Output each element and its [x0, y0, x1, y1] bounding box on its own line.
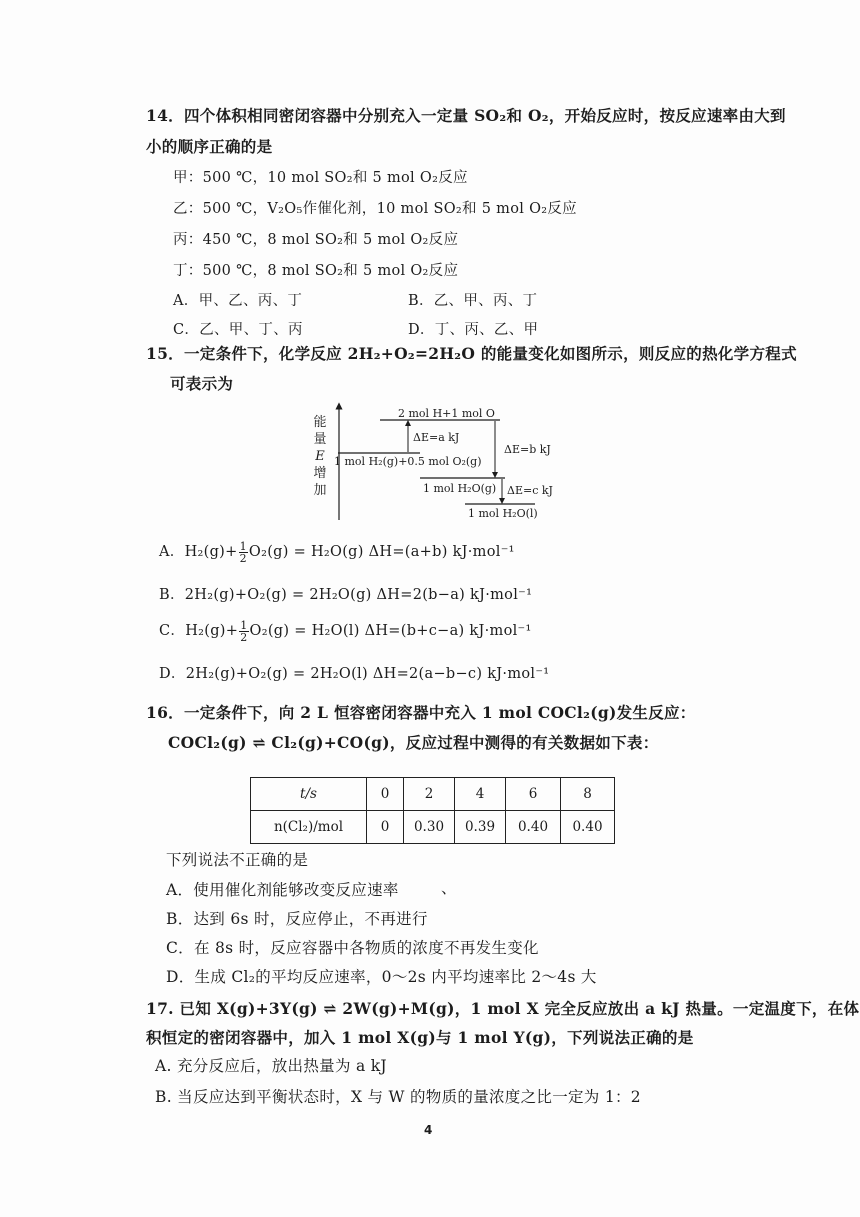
table-cell: 0.39 — [455, 811, 506, 844]
y-axis-char: E — [315, 449, 325, 464]
table-cell: 0.40 — [561, 811, 615, 844]
q17-stem-line1: 17. 已知 X(g)+3Y(g) ⇌ 2W(g)+M(g)，1 mol X 完全反应放出 a kJ 热量。一定温度下，在体 — [146, 999, 860, 1018]
q17-option-a: A. 充分反应后，放出热量为 a kJ — [155, 1057, 387, 1075]
q15-option-a-suffix: O₂(g) = H₂O(g) ΔH=(a+b) kJ·mol⁻¹ — [248, 544, 515, 560]
fraction-one-half — [239, 620, 248, 643]
table-row — [251, 811, 615, 844]
table-cell: 0 — [367, 778, 404, 811]
q14-stem-line2: 小的顺序正确的是 — [146, 137, 273, 156]
q15-option-b: B．2H₂(g)+O₂(g) = 2H₂O(g) ΔH=2(b−a) kJ·mol⁻¹ — [159, 587, 533, 603]
table-header-cell: t/s — [251, 778, 367, 811]
q16-option-d: D．生成 Cl₂的平均反应速率，0～2s 内平均速率比 2～4s 大 — [166, 968, 597, 986]
table-row — [251, 778, 615, 811]
table-cell: 4 — [455, 778, 506, 811]
energy-diagram — [310, 400, 560, 528]
q17-stem-line2: 积恒定的密闭容器中，加入 1 mol X(g)与 1 mol Y(g)，下列说法正确的是 — [146, 1028, 694, 1047]
delta-c-label: ΔE=c kJ — [507, 484, 553, 497]
q16-option-a: A．使用催化剂能够改变反应速率 — [166, 881, 399, 899]
q15-option-c-prefix: C．H₂(g)+ — [159, 623, 239, 639]
q14-item-yi: 乙：500 ℃，V₂O₅作催化剂，10 mol SO₂和 5 mol O₂反应 — [173, 201, 577, 217]
q14-item-jia: 甲：500 ℃，10 mol SO₂和 5 mol O₂反应 — [173, 170, 468, 186]
q16-stem-line1: 16．一定条件下，向 2 L 恒容密闭容器中充入 1 mol COCl₂(g)发生反应： — [146, 703, 696, 722]
y-axis-char: 能 — [313, 415, 327, 430]
page-number: 4 — [424, 1123, 433, 1137]
y-axis-label — [312, 414, 328, 499]
q16-option-c: C．在 8s 时，反应容器中各物质的浓度不再发生变化 — [166, 939, 539, 957]
q16-prompt: 下列说法不正确的是 — [166, 851, 309, 869]
q14-item-ding: 丁：500 ℃，8 mol SO₂和 5 mol O₂反应 — [173, 263, 459, 279]
y-axis-char: 加 — [313, 483, 327, 498]
q15-option-d: D．2H₂(g)+O₂(g) = 2H₂O(l) ΔH=2(a−b−c) kJ·mol⁻¹ — [159, 666, 550, 682]
delta-b-label: ΔE=b kJ — [504, 443, 551, 456]
q16-option-b: B．达到 6s 时，反应停止，不再进行 — [166, 910, 428, 928]
q14-option-c: C．乙、甲、丁、丙 — [173, 322, 303, 338]
fraction-denominator: 2 — [239, 551, 247, 565]
q15-option-c-suffix: O₂(g) = H₂O(l) ΔH=(b+c−a) kJ·mol⁻¹ — [249, 623, 532, 639]
fraction-numerator: 1 — [240, 618, 248, 632]
table-cell: 0 — [367, 811, 404, 844]
table-header-cell: n(Cl₂)/mol — [251, 811, 367, 844]
y-axis-char: 量 — [313, 432, 327, 447]
table-cell: 8 — [561, 778, 615, 811]
q15-option-a-prefix: A．H₂(g)+ — [159, 544, 238, 560]
table-cell: 6 — [506, 778, 561, 811]
level-gas-label: 1 mol H₂O(g) — [423, 482, 497, 495]
q15-option-a — [159, 540, 515, 564]
q15-option-c — [159, 619, 532, 643]
q15-stem-line1: 15．一定条件下，化学反应 2H₂+O₂=2H₂O 的能量变化如图所示，则反应的热化学方程式 — [146, 344, 797, 363]
y-axis-char: 增 — [313, 466, 327, 481]
level-middle-label: 1 mol H₂(g)+0.5 mol O₂(g) — [334, 455, 482, 468]
q15-stem-line2: 可表示为 — [170, 374, 234, 393]
q14-option-d: D．丁、丙、乙、甲 — [408, 322, 539, 338]
q16-stem-line2: COCl₂(g) ⇌ Cl₂(g)+CO(g)，反应过程中测得的有关数据如下表： — [168, 733, 659, 752]
q14-stem-line1: 14．四个体积相同密闭容器中分别充入一定量 SO₂和 O₂，开始反应时，按反应速率由大到 — [146, 106, 786, 125]
level-top-label: 2 mol H+1 mol O — [398, 407, 495, 420]
fraction-one-half — [239, 541, 248, 564]
table-cell: 0.40 — [506, 811, 561, 844]
q14-item-bing: 丙：450 ℃，8 mol SO₂和 5 mol O₂反应 — [173, 232, 459, 248]
fraction-numerator: 1 — [239, 539, 247, 553]
table-cell: 2 — [404, 778, 455, 811]
stray-mark: 、 — [441, 879, 457, 897]
level-liquid-label: 1 mol H₂O(l) — [468, 507, 538, 520]
fraction-denominator: 2 — [240, 630, 248, 644]
cl2-data-table — [250, 777, 615, 844]
delta-a-label: ΔE=a kJ — [413, 431, 460, 444]
q17-option-b: B. 当反应达到平衡状态时，X 与 W 的物质的量浓度之比一定为 1：2 — [155, 1088, 641, 1106]
table-cell: 0.30 — [404, 811, 455, 844]
q14-option-b: B．乙、甲、丙、丁 — [408, 293, 538, 309]
q14-option-a: A．甲、乙、丙、丁 — [173, 293, 303, 309]
